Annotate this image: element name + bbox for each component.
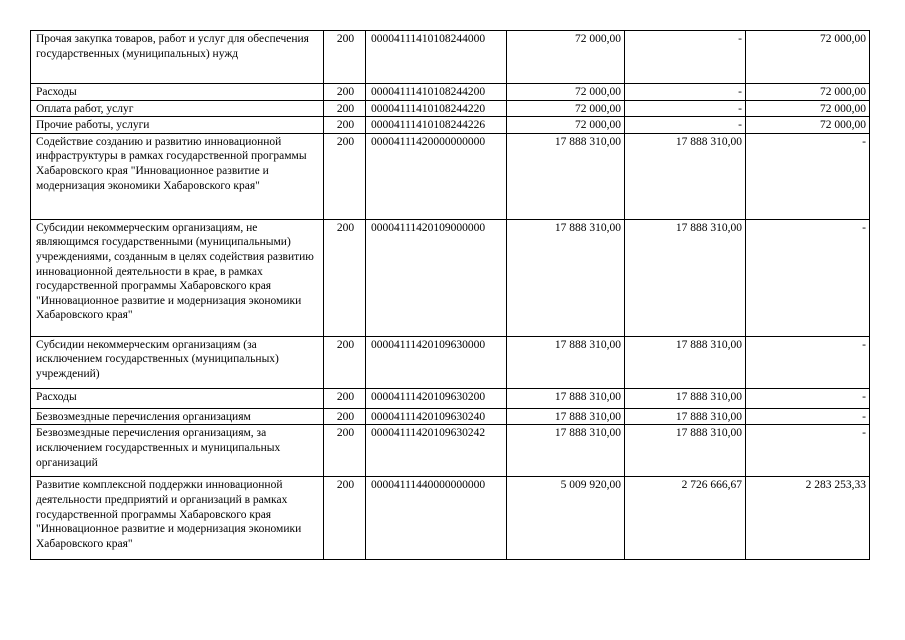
- row-unexecuted: -: [746, 388, 870, 408]
- row-line-code: 200: [324, 100, 366, 117]
- row-approved: 17 888 310,00: [507, 408, 625, 425]
- row-approved: 17 888 310,00: [507, 388, 625, 408]
- row-unexecuted: 72 000,00: [746, 31, 870, 84]
- row-unexecuted: 72 000,00: [746, 84, 870, 101]
- row-unexecuted: -: [746, 133, 870, 219]
- row-unexecuted: 72 000,00: [746, 100, 870, 117]
- row-name: Расходы: [31, 84, 324, 101]
- row-executed: 2 726 666,67: [625, 477, 746, 560]
- table-row: [31, 100, 870, 117]
- row-line-code: 200: [324, 425, 366, 477]
- row-unexecuted: 2 283 253,33: [746, 477, 870, 560]
- table-row: [31, 425, 870, 477]
- table-row: [31, 31, 870, 84]
- table-row: [31, 408, 870, 425]
- row-approved: 17 888 310,00: [507, 133, 625, 219]
- row-executed: -: [625, 100, 746, 117]
- row-budget-code: 00004111440000000000: [366, 477, 507, 560]
- expenditure-table: [30, 30, 870, 560]
- row-executed: 17 888 310,00: [625, 425, 746, 477]
- table-row: [31, 336, 870, 388]
- row-budget-code: 00004111420109630242: [366, 425, 507, 477]
- table-row: [31, 133, 870, 219]
- row-approved: 17 888 310,00: [507, 336, 625, 388]
- row-line-code: 200: [324, 219, 366, 336]
- row-name: Субсидии некоммерческим организациям, не являющимся государственными (муниципальными) учреждениями, созданным в целях содействия развитию инновационной деятельности в крае, в рамках государственной программы Хабаровского края "Инновационное развитие и модернизация экономики Хабаровского края": [31, 219, 324, 336]
- row-executed: 17 888 310,00: [625, 388, 746, 408]
- table-row: [31, 84, 870, 101]
- row-budget-code: 00004111410108244226: [366, 117, 507, 134]
- row-executed: 17 888 310,00: [625, 336, 746, 388]
- row-unexecuted: -: [746, 336, 870, 388]
- row-unexecuted: -: [746, 425, 870, 477]
- table-row: [31, 477, 870, 560]
- table-row: [31, 219, 870, 336]
- row-budget-code: 00004111410108244000: [366, 31, 507, 84]
- row-unexecuted: -: [746, 219, 870, 336]
- row-budget-code: 00004111420000000000: [366, 133, 507, 219]
- row-line-code: 200: [324, 31, 366, 84]
- row-budget-code: 00004111420109630000: [366, 336, 507, 388]
- row-unexecuted: -: [746, 408, 870, 425]
- row-line-code: 200: [324, 133, 366, 219]
- row-line-code: 200: [324, 117, 366, 134]
- row-approved: 17 888 310,00: [507, 219, 625, 336]
- row-name: Прочие работы, услуги: [31, 117, 324, 134]
- row-name: Прочая закупка товаров, работ и услуг для обеспечения государственных (муниципальных) нужд: [31, 31, 324, 84]
- row-approved: 72 000,00: [507, 31, 625, 84]
- row-executed: 17 888 310,00: [625, 408, 746, 425]
- table-row: [31, 117, 870, 134]
- row-name: Субсидии некоммерческим организациям (за исключением государственных (муниципальных) учреждений): [31, 336, 324, 388]
- row-approved: 72 000,00: [507, 84, 625, 101]
- row-name: Содействие созданию и развитию инновационной инфраструктуры в рамках государственной программы Хабаровского края "Инновационное развитие и модернизация экономики Хабаровского края": [31, 133, 324, 219]
- row-budget-code: 00004111420109000000: [366, 219, 507, 336]
- row-budget-code: 00004111410108244220: [366, 100, 507, 117]
- row-budget-code: 00004111420109630240: [366, 408, 507, 425]
- row-executed: -: [625, 31, 746, 84]
- row-executed: -: [625, 117, 746, 134]
- row-name: Расходы: [31, 388, 324, 408]
- row-line-code: 200: [324, 336, 366, 388]
- row-approved: 17 888 310,00: [507, 425, 625, 477]
- row-name: Оплата работ, услуг: [31, 100, 324, 117]
- table-row: [31, 388, 870, 408]
- row-line-code: 200: [324, 477, 366, 560]
- row-budget-code: 00004111410108244200: [366, 84, 507, 101]
- row-executed: -: [625, 84, 746, 101]
- row-unexecuted: 72 000,00: [746, 117, 870, 134]
- row-name: Безвозмездные перечисления организациям, за исключением государственных и муниципальных организаций: [31, 425, 324, 477]
- row-line-code: 200: [324, 84, 366, 101]
- row-approved: 72 000,00: [507, 100, 625, 117]
- row-executed: 17 888 310,00: [625, 133, 746, 219]
- row-approved: 5 009 920,00: [507, 477, 625, 560]
- row-name: Развитие комплексной поддержки инновационной деятельности предприятий и организаций в рамках государственной программы Хабаровского края "Инновационное развитие и модернизация экономики Хабаровского края": [31, 477, 324, 560]
- row-approved: 72 000,00: [507, 117, 625, 134]
- row-line-code: 200: [324, 388, 366, 408]
- row-name: Безвозмездные перечисления организациям: [31, 408, 324, 425]
- row-line-code: 200: [324, 408, 366, 425]
- row-budget-code: 00004111420109630200: [366, 388, 507, 408]
- row-executed: 17 888 310,00: [625, 219, 746, 336]
